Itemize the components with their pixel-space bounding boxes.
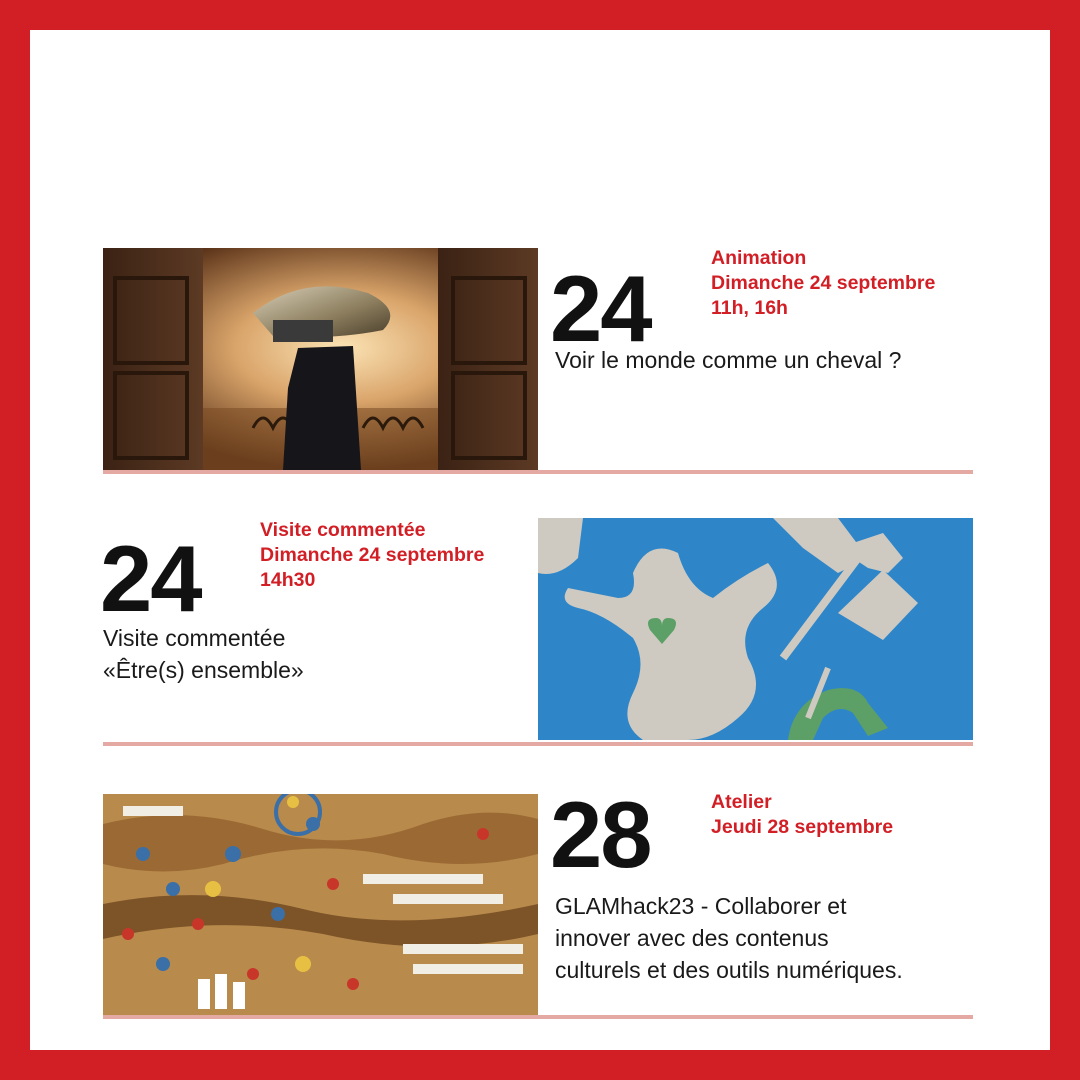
event-meta [711, 246, 935, 321]
event-date: Jeudi 28 septembre [711, 816, 894, 838]
event-date: Dimanche 24 septembre [260, 544, 485, 566]
event-title-line: innover avec des contenus [555, 925, 829, 951]
event-title-line: culturels et des outils numériques. [555, 957, 903, 983]
divider [103, 742, 973, 746]
event-day-number: 28 [550, 782, 651, 887]
event-time: 11h, 16h [711, 297, 788, 319]
event-title-line: Visite commentée [103, 625, 286, 651]
event-title[interactable] [555, 344, 901, 376]
event-meta [260, 518, 484, 593]
event-category: Visite commentée [260, 519, 426, 541]
event-category: Atelier [711, 791, 772, 813]
event-title[interactable] [103, 622, 304, 686]
event-image-etre-ensemble [538, 518, 973, 740]
divider [103, 470, 973, 474]
event-image-glamhack [103, 794, 538, 1016]
event-title[interactable] [555, 890, 903, 986]
divider [103, 1015, 973, 1019]
event-title-line: «Être(s) ensemble» [103, 657, 304, 683]
event-title-line: Voir le monde comme un cheval ? [555, 347, 902, 373]
event-image-horse-vision [103, 248, 538, 470]
event-category: Animation [711, 247, 807, 269]
event-meta [711, 790, 893, 840]
event-day-number: 24 [100, 526, 201, 631]
event-day-number: 24 [550, 256, 651, 361]
event-title-line: GLAMhack23 - Collaborer et [555, 893, 847, 919]
event-card [30, 30, 1050, 1050]
event-time: 14h30 [260, 569, 316, 591]
event-date: Dimanche 24 septembre [711, 272, 936, 294]
